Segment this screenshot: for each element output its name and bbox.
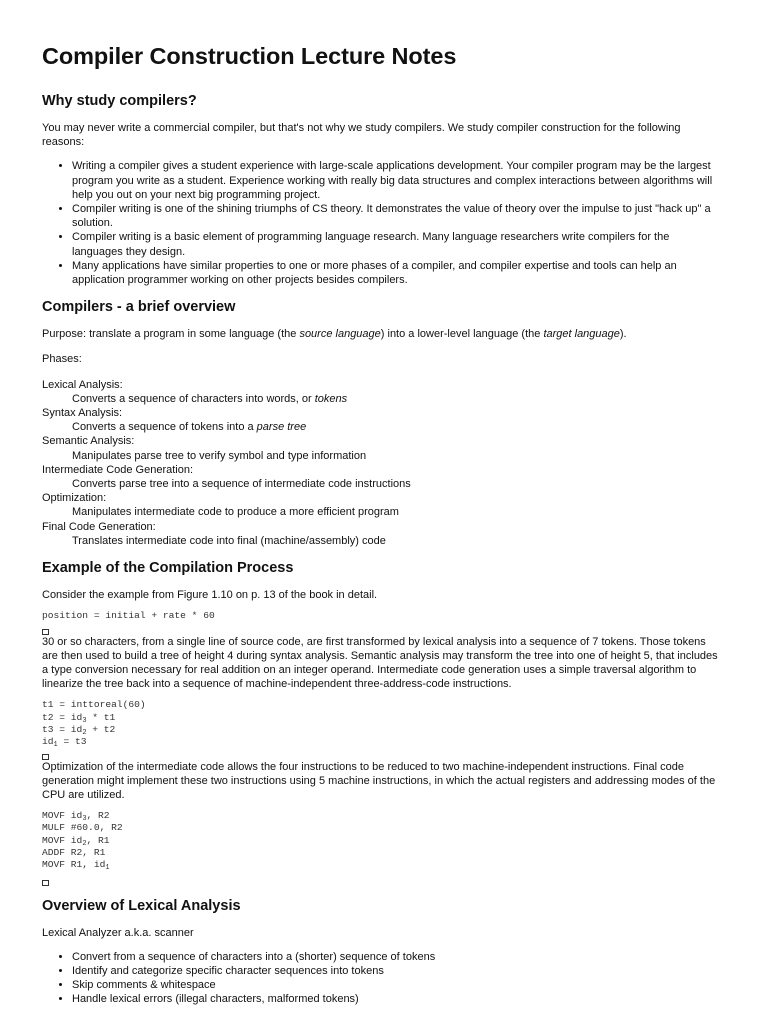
page-title: Compiler Construction Lecture Notes: [42, 43, 457, 69]
image-placeholder-icon: [42, 880, 49, 886]
phase-description: Manipulates parse tree to verify symbol and type information: [72, 449, 367, 462]
list-item: • Identify and categorize specific character sequences into tokens: [72, 964, 722, 978]
example-paragraph-1: 30 or so characters, from a single line of source code, are first transformed by lexical analysis into a sequence of 7 tokens. Those tokens are then used to build a tree of height 4 during syntax analysis. Semantic analysis may transform the tree into one of height 5, that includes a type conversion necessary for real addition on an integer operand. Intermediate code generation uses a simple traversal algorithm to linearize the tree back into a sequence of machine-independent three-address-code instructions.: [42, 635, 718, 691]
example-heading: Example of the Compilation Process: [42, 560, 294, 577]
lexical-intro: Lexical Analyzer a.k.a. scanner: [42, 926, 194, 939]
phase-name: Semantic Analysis:: [42, 435, 135, 448]
source-language-term: source language: [299, 328, 381, 341]
document-page: [42, 38, 722, 1007]
purpose-paragraph: Purpose: translate a program in some language (the source language) into a lower-level language (the target language).: [42, 328, 627, 341]
phases-list: [42, 378, 722, 548]
phase-description: Converts a sequence of characters into words, or tokens: [72, 392, 348, 405]
assembly-code-block: MOVF $id_3$, R2 MULF #60.0, R2 MOVF $id_2$, R1 ADDF R2, R1 MOVF R1, $id_1$: [42, 810, 123, 873]
lexical-heading: Overview of Lexical Analysis: [42, 897, 241, 914]
phase-name: Syntax Analysis:: [42, 407, 123, 420]
list-item: • Writing a compiler gives a student experience with large-scale applications development. Your compiler program may be the largest program you write as a student. Experience working with really big data structures and complex interactions between algorithms will help you out on your next big programming project.: [72, 159, 722, 202]
list-item: • Compiler writing is a basic element of programming language research. Many language researchers write compilers for the languages they design.: [72, 230, 722, 258]
source-code-block: position = initial + rate * 60: [42, 610, 215, 622]
phase-description: Translates intermediate code into final (machine/assembly) code: [72, 534, 386, 547]
three-address-code-block: t1 = inttoreal(60) $t2 = id_3 * t1$ $t3 = id_2 + t2$ $id_1 = t3$: [42, 699, 146, 750]
phase-name: Final Code Generation:: [42, 520, 156, 533]
list-item: • Many applications have similar properties to one or more phases of a compiler, and compiler expertise and tools can help an application programmer working on other projects besides compilers.: [72, 259, 722, 287]
list-item: • Skip comments & whitespace: [72, 978, 722, 992]
why-intro: You may never write a commercial compiler, but that's not why we study compilers. We study compiler construction for the following reasons:: [42, 122, 681, 149]
phase-description: Converts a sequence of tokens into a parse tree: [72, 421, 307, 434]
target-language-term: target language: [543, 328, 620, 341]
overview-heading: Compilers - a brief overview: [42, 299, 236, 316]
lexical-list: [42, 950, 722, 1007]
example-paragraph-2: Optimization of the intermediate code allows the four instructions to be reduced to two machine-independent instructions. Final code generation might implement these two instructions using 5 machine instructions, in which the actual registers and addressing modes of the CPU are utilized.: [42, 760, 716, 801]
phase-name: Optimization:: [42, 492, 107, 505]
list-item: • Convert from a sequence of characters into a (shorter) sequence of tokens: [72, 950, 722, 964]
phases-label: Phases:: [42, 353, 82, 366]
why-list: [42, 159, 722, 287]
phase-description: Converts parse tree into a sequence of intermediate code instructions: [72, 478, 411, 491]
list-item: • Handle lexical errors (illegal characters, malformed tokens): [72, 992, 722, 1006]
phase-name: Intermediate Code Generation:: [42, 463, 194, 476]
list-item: • Compiler writing is one of the shining triumphs of CS theory. It demonstrates the value of theory over the impulse to just "hack up" a solution.: [72, 202, 722, 230]
phase-description: Manipulates intermediate code to produce a more efficient program: [72, 506, 399, 519]
why-heading: Why study compilers?: [42, 93, 197, 109]
phase-name: Lexical Analysis:: [42, 378, 123, 391]
example-intro: Consider the example from Figure 1.10 on p. 13 of the book in detail.: [42, 589, 378, 602]
